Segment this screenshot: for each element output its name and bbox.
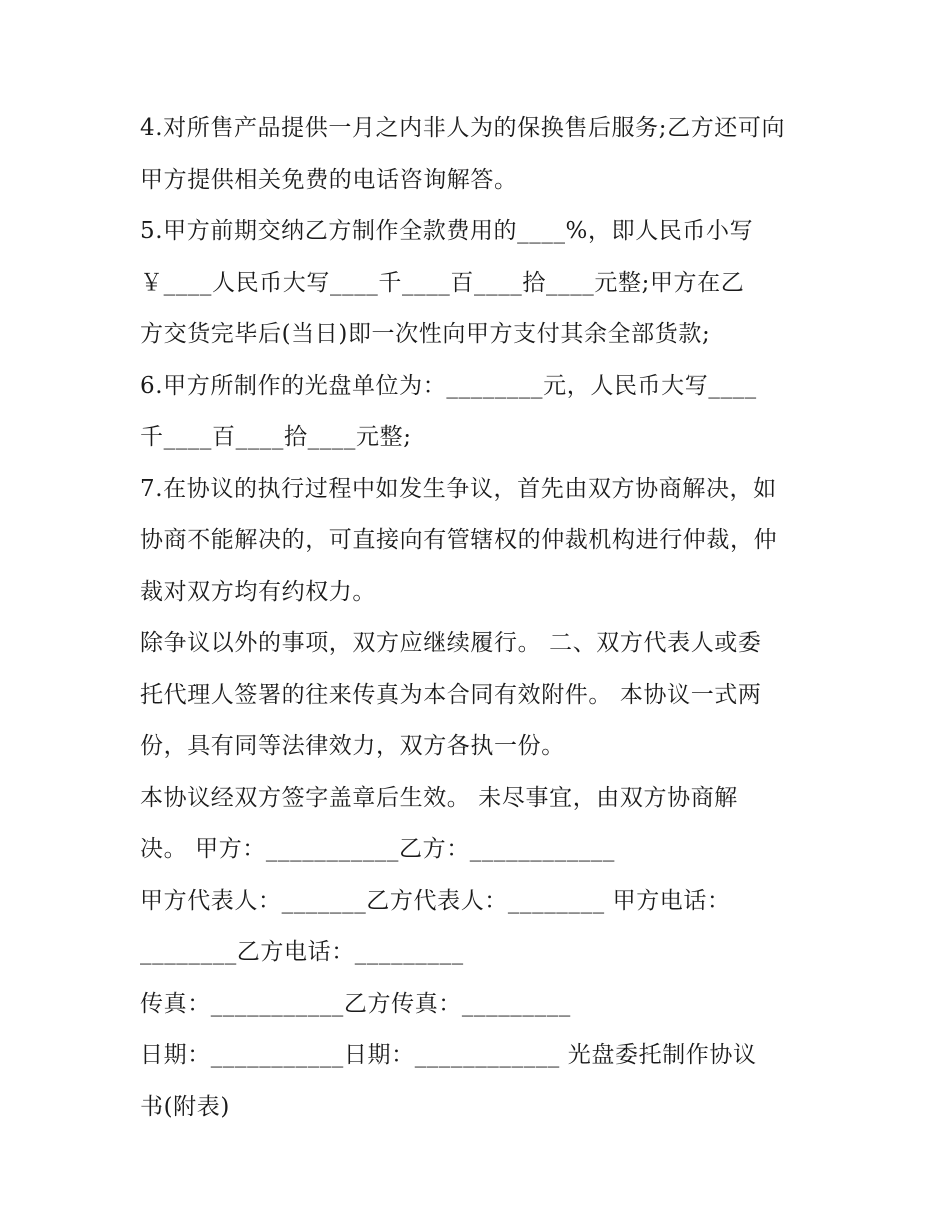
text-line: 7.在协议的执行过程中如发生争议，首先由双方协商解决，如 (140, 475, 777, 502)
text-line: 本协议经双方签字盖章后生效。 未尽事宜，由双方协商解 (140, 784, 738, 811)
text-line: 传真：___________乙方传真：_________ (140, 990, 571, 1017)
text-line: 千____百____拾____元整; (140, 424, 412, 450)
text-line: 除争议以外的事项，双方应继续履行。 二、双方代表人或委 (140, 630, 762, 656)
text-line: 份，具有同等法律效力，双方各执一份。 (140, 733, 565, 759)
text-line: 决。 甲方：___________乙方：____________ (140, 836, 616, 862)
text-line: 6.甲方所制作的光盘单位为：________元，人民币大写____ (140, 372, 757, 399)
text-line: 托代理人签署的往来传真为本合同有效附件。 本协议一式两 (140, 681, 762, 708)
text-line: 方交货完毕后(当日)即一次性向甲方支付其余全部货款; (140, 321, 711, 347)
text-line: ￥____人民币大写____千____百____拾____元整;甲方在乙 (140, 269, 745, 296)
text-line: 甲方代表人：_______乙方代表人：________ 甲方电话： (140, 887, 731, 914)
text-line: 甲方提供相关免费的电话咨询解答。 (140, 166, 518, 193)
text-line: 4.对所售产品提供一月之内非人为的保换售后服务;乙方还可向 (140, 115, 786, 141)
contract-text (140, 103, 820, 1133)
text-line: ________乙方电话：_________ (140, 939, 464, 965)
text-line: 日期：___________日期：____________ 光盘委托制作协议 (140, 1042, 757, 1068)
text-line: 5.甲方前期交纳乙方制作全款费用的____%，即人民币小写 (140, 218, 754, 244)
text-line: 协商不能解决的，可直接向有管辖权的仲裁机构进行仲裁，仲 (140, 527, 778, 553)
text-line: 书(附表) (140, 1093, 230, 1120)
text-line: 裁对双方均有约权力。 (140, 578, 376, 605)
